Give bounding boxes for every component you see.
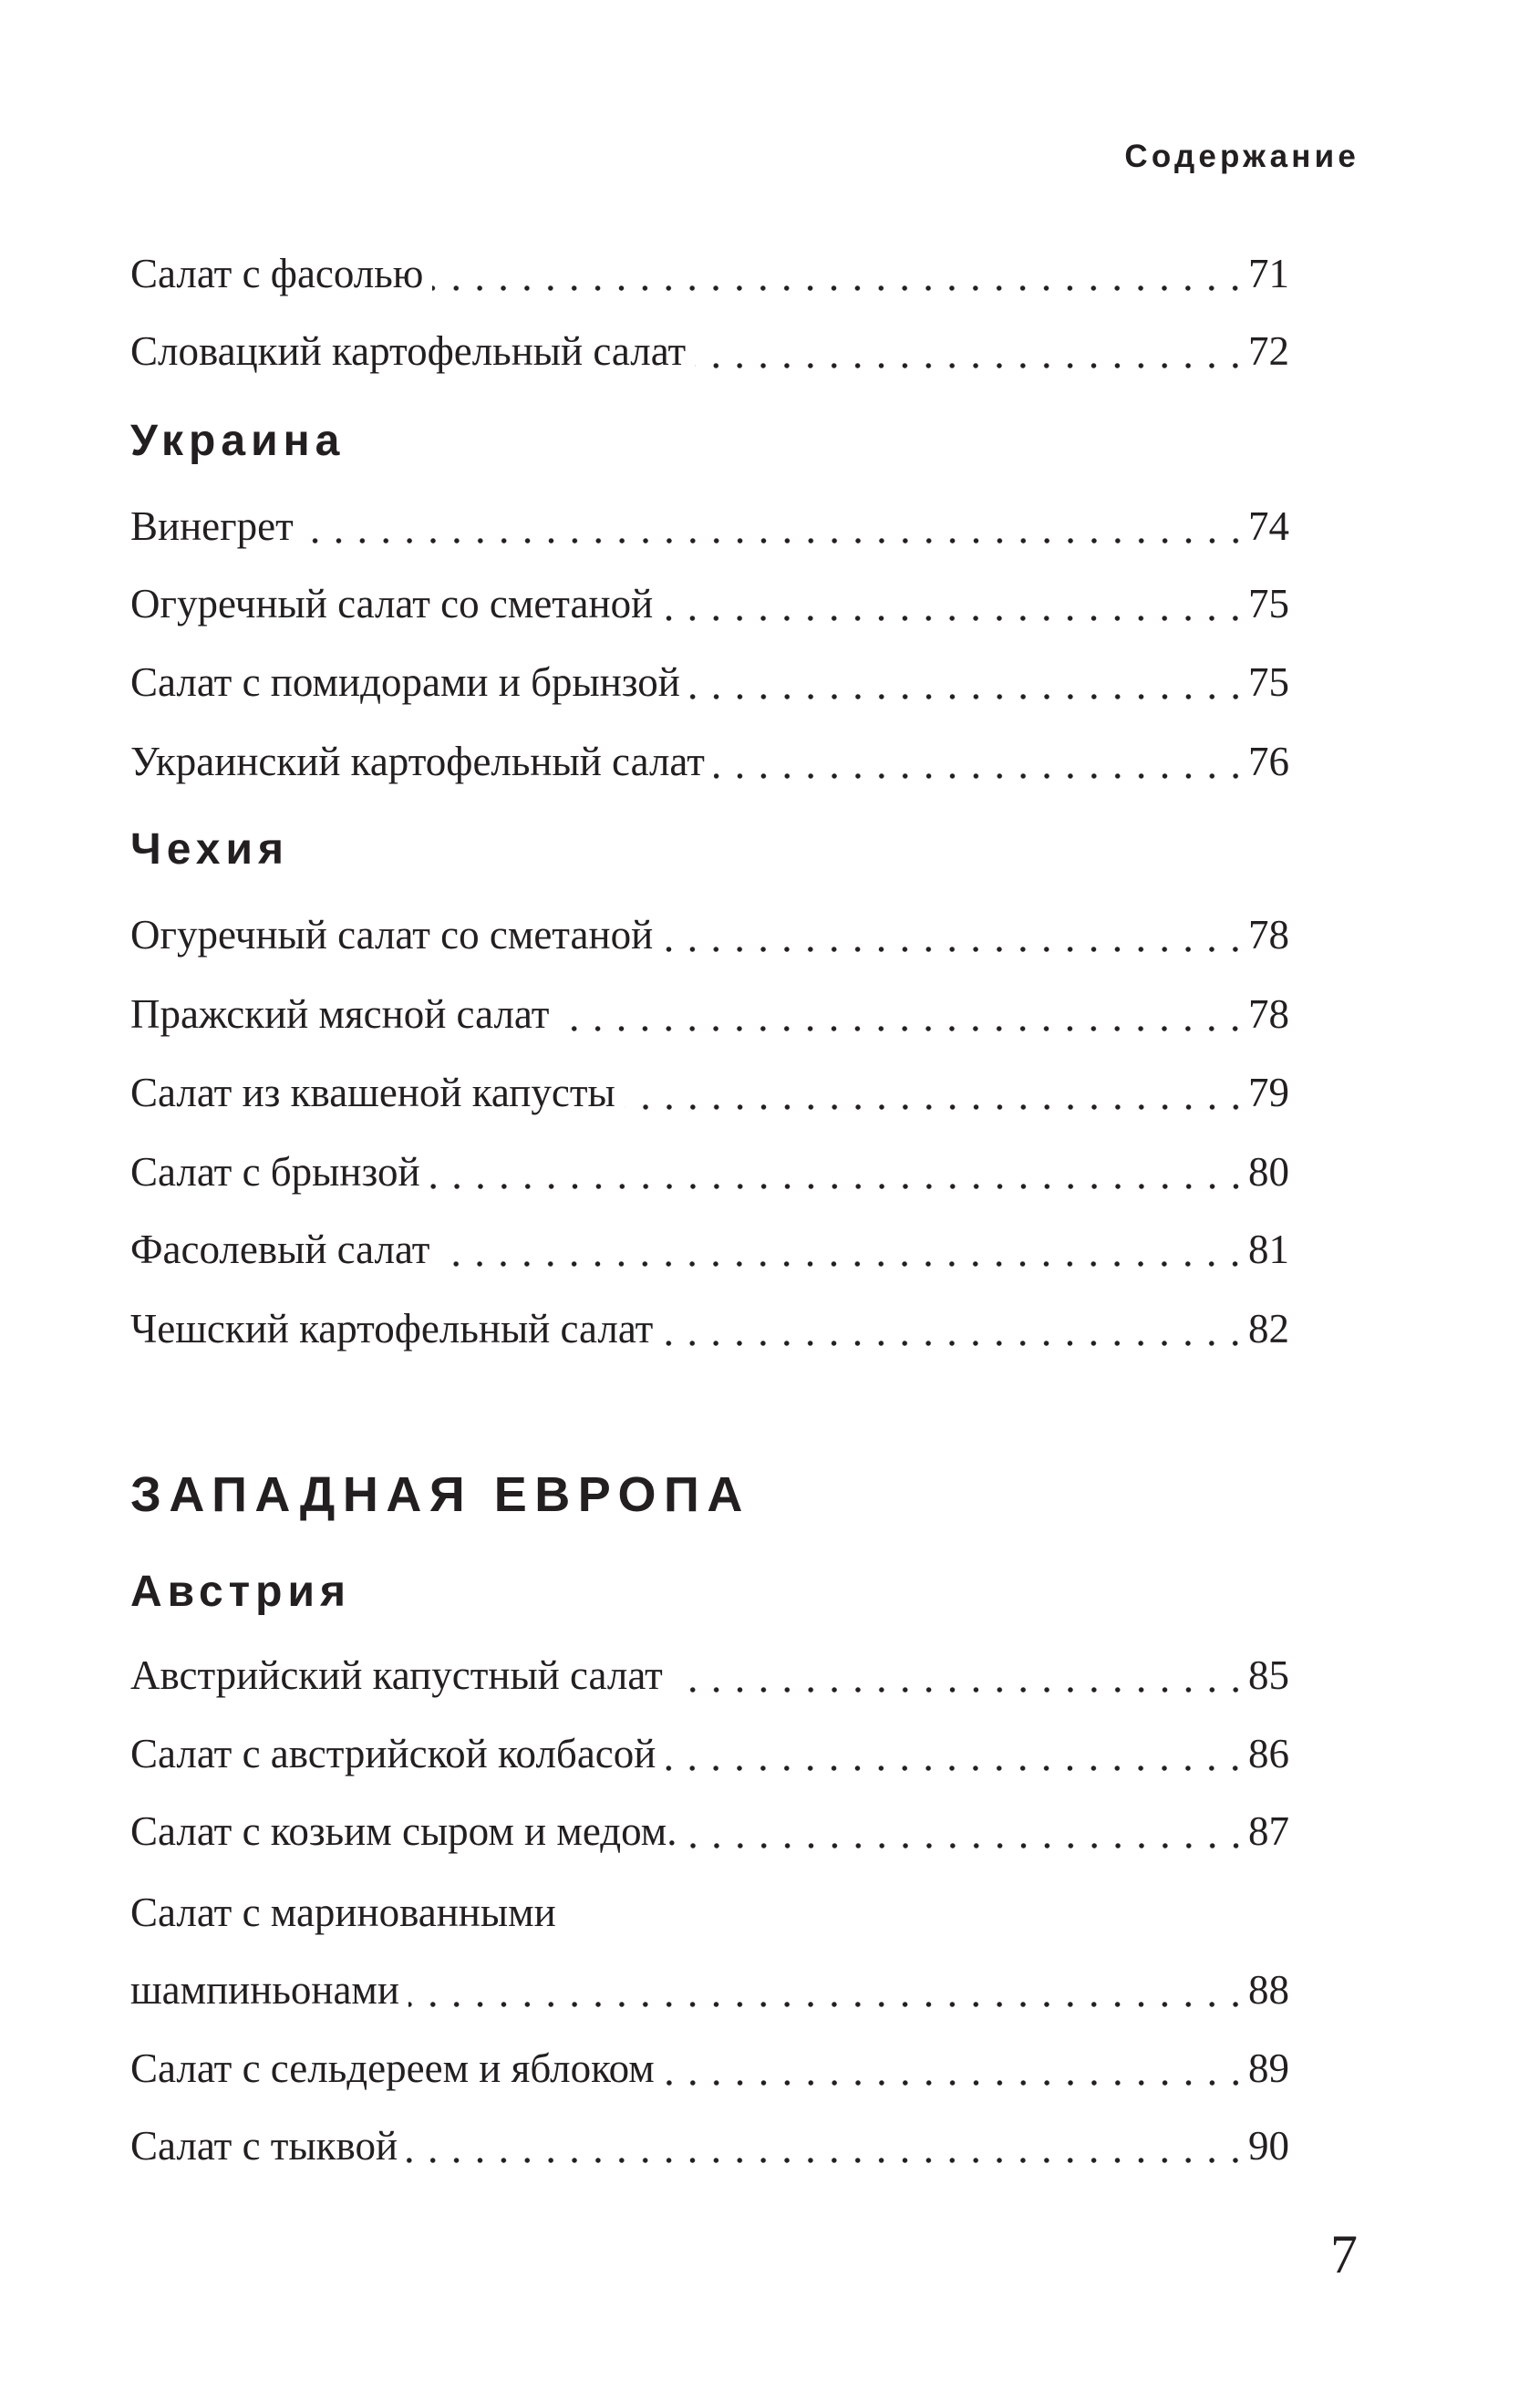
- entry-title: Огуречный салат со сметаной: [130, 581, 654, 626]
- dot-leader: [665, 1733, 1247, 1775]
- entry-page-number: 86: [1248, 1731, 1289, 1776]
- country-heading-czechia: Чехия: [130, 825, 289, 874]
- toc-entry[interactable]: [130, 661, 1289, 703]
- entry-page-number: 88: [1248, 1967, 1289, 2013]
- entry-page-number: 78: [1248, 991, 1289, 1037]
- entry-page-number: 80: [1248, 1149, 1289, 1195]
- entry-page-number: 75: [1248, 581, 1289, 626]
- entry-title: Салат с сельдереем и яблоком: [130, 2045, 655, 2091]
- entry-page-number: 85: [1248, 1652, 1289, 1698]
- toc-entry[interactable]: [130, 914, 1289, 956]
- toc-entry[interactable]: [130, 505, 1289, 547]
- dot-leader: [408, 1969, 1247, 2011]
- dot-leader: [672, 1654, 1247, 1696]
- dot-leader: [558, 993, 1247, 1035]
- toc-entry[interactable]: [130, 1810, 1289, 1852]
- toc-entry-wrapped-line[interactable]: [130, 1891, 1289, 1933]
- country-heading-austria: Австрия: [130, 1568, 352, 1616]
- entry-title: Салат с фасолью: [130, 251, 424, 296]
- entry-page-number: 76: [1248, 739, 1289, 784]
- toc-entry[interactable]: [130, 1654, 1289, 1696]
- dot-leader: [662, 914, 1247, 956]
- dot-leader: [429, 1151, 1247, 1193]
- dot-leader: [714, 740, 1247, 782]
- toc-entry[interactable]: [130, 1733, 1289, 1775]
- running-header: Содержание: [1124, 139, 1359, 174]
- entry-page-number: 87: [1248, 1808, 1289, 1854]
- entry-title: Чешский картофельный салат: [130, 1306, 654, 1351]
- toc-entry[interactable]: [130, 993, 1289, 1035]
- dot-leader: [662, 583, 1247, 625]
- country-heading-ukraine: Украина: [130, 417, 346, 465]
- entry-title: Австрийский капустный салат: [130, 1652, 663, 1698]
- entry-page-number: 79: [1248, 1070, 1289, 1115]
- entry-title: Пражский мясной салат: [130, 991, 550, 1037]
- entry-title: Салат из квашеной капусты: [130, 1070, 615, 1115]
- entry-page-number: 74: [1248, 503, 1289, 549]
- toc-entry[interactable]: [130, 740, 1289, 782]
- toc-entry[interactable]: [130, 1228, 1289, 1270]
- dot-leader: [664, 2047, 1247, 2089]
- toc-entry[interactable]: [130, 583, 1289, 625]
- section-heading-western-europe: ЗАПАДНАЯ ЕВРОПА: [130, 1467, 750, 1522]
- toc-entry[interactable]: [130, 2125, 1289, 2167]
- toc-entry[interactable]: [130, 2047, 1289, 2089]
- entry-title: Салат с козьим сыром и медом.: [130, 1808, 677, 1854]
- dot-leader: [689, 661, 1247, 703]
- entry-page-number: 71: [1248, 251, 1289, 296]
- dot-leader: [695, 330, 1247, 372]
- entry-title: Огуречный салат со сметаной: [130, 912, 654, 958]
- entry-title: Салат с маринованными: [130, 1890, 556, 1935]
- dot-leader: [303, 505, 1247, 547]
- entry-title: Фасолевый салат: [130, 1227, 430, 1272]
- dot-leader: [439, 1228, 1247, 1270]
- entry-title: Салат с австрийской колбасой: [130, 1731, 656, 1776]
- entry-title: Винегрет: [130, 503, 294, 549]
- entry-title: Салат с брынзой: [130, 1149, 420, 1195]
- entry-page-number: 90: [1248, 2123, 1289, 2169]
- dot-leader: [432, 253, 1247, 295]
- dot-leader: [681, 1810, 1247, 1852]
- dot-leader: [662, 1308, 1247, 1350]
- toc-entry[interactable]: [130, 330, 1289, 372]
- toc-entry[interactable]: [130, 1072, 1289, 1113]
- entry-title: Словацкий картофельный салат: [130, 328, 687, 374]
- dot-leader: [625, 1072, 1247, 1113]
- toc-entry[interactable]: [130, 1308, 1289, 1350]
- entry-title: Украинский картофельный салат: [130, 739, 705, 784]
- entry-page-number: 81: [1248, 1227, 1289, 1272]
- dot-leader: [407, 2125, 1247, 2167]
- page-number: 7: [1330, 2224, 1358, 2284]
- entry-page-number: 72: [1248, 328, 1289, 374]
- toc-entry[interactable]: [130, 1969, 1289, 2011]
- entry-page-number: 89: [1248, 2045, 1289, 2091]
- toc-entry[interactable]: [130, 1151, 1289, 1193]
- entry-page-number: 78: [1248, 912, 1289, 958]
- entry-title: шампиньонами: [130, 1967, 399, 2013]
- toc-entry[interactable]: [130, 253, 1289, 295]
- entry-title: Салат с тыквой: [130, 2123, 398, 2169]
- entry-page-number: 75: [1248, 659, 1289, 705]
- entry-title: Салат с помидорами и брынзой: [130, 659, 680, 705]
- entry-page-number: 82: [1248, 1306, 1289, 1351]
